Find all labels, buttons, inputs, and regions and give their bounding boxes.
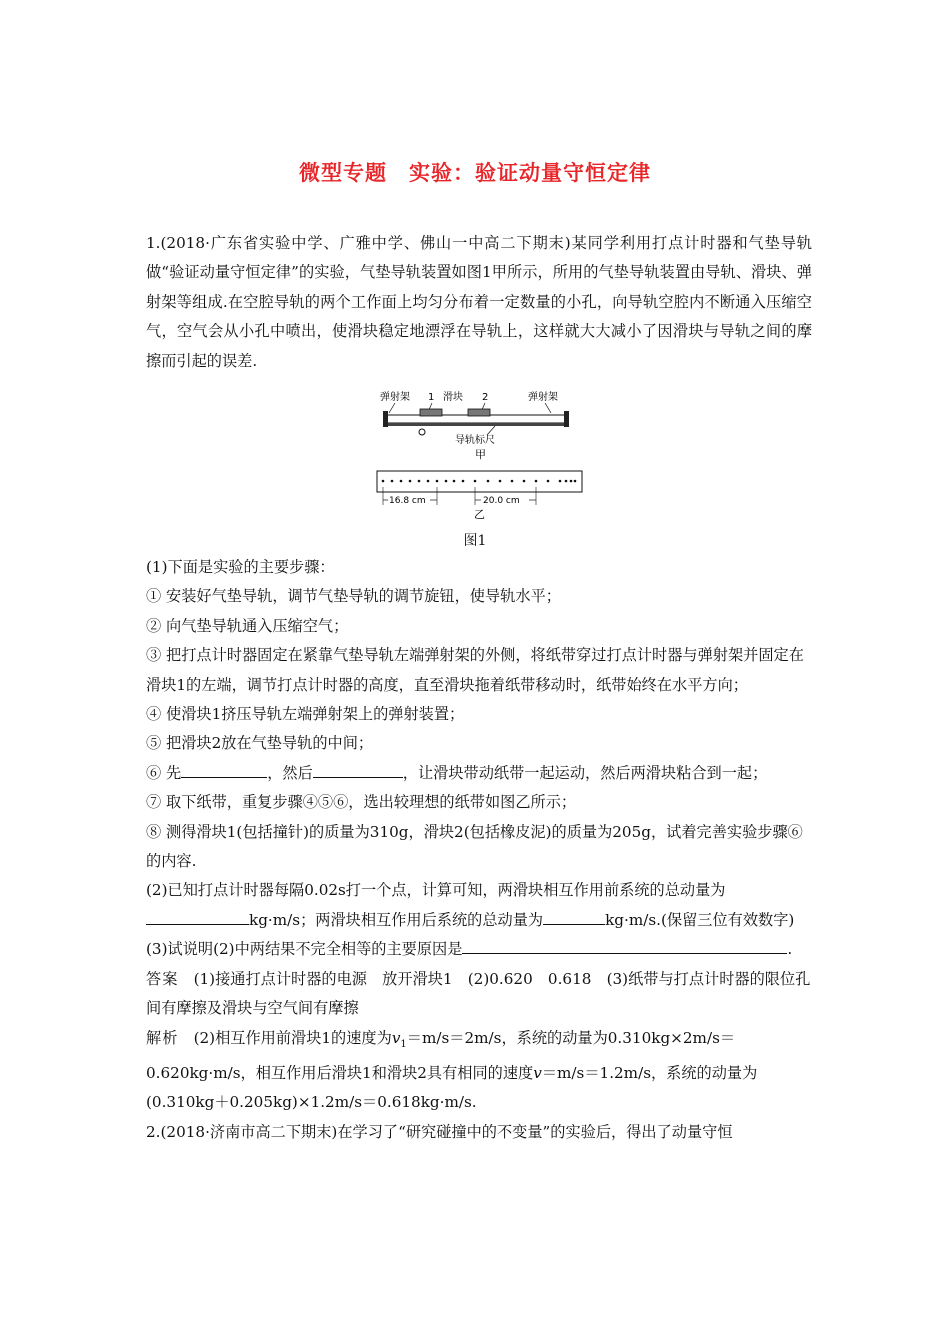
question-2-intro: 2.(2018·济南市高二下期末)在学习了“研究碰撞中的不变量”的实验后，得出了动量守恒 (146, 1122, 733, 1141)
figure-1 (375, 383, 585, 553)
slider-1 (420, 409, 442, 416)
leader-left (389, 403, 395, 413)
step-6 (146, 759, 812, 788)
figure-caption: 图1 (463, 533, 487, 549)
label-left-launcher: 弹射架 (380, 392, 410, 403)
label-slider-1: 1 (428, 392, 435, 403)
symbol-v1: v (391, 1028, 401, 1047)
analysis-label: 解析 (146, 1028, 179, 1047)
blank-reason[interactable] (462, 939, 787, 954)
step-6-part-a: ⑥ 先 (146, 763, 182, 782)
part-2-b: kg·m/s；两滑块相互作用后系统的总动量为 (249, 910, 544, 929)
analysis-text-3: ＝m/s＝1.2m/s，系统的动量为(0.310kg＋0.205kg)×1.2m/s＝0.618kg·m/s. (146, 1063, 758, 1112)
part-3-a: (3)试说明(2)中两结果不完全相等的主要原因是 (146, 940, 463, 959)
label-yi: 乙 (474, 508, 485, 521)
symbol-v: v (533, 1063, 542, 1082)
slider-2 (468, 409, 490, 416)
adjust-knob (419, 429, 425, 435)
right-launcher (564, 411, 569, 427)
step-2: ② 向气垫导轨通入压缩空气； (146, 616, 349, 635)
step-4: ④ 使滑块1挤压导轨左端弹射架上的弹射装置； (146, 705, 465, 724)
answer (146, 965, 812, 1024)
page-title: 微型专题 实验：验证动量守恒定律 (299, 161, 651, 185)
step-5: ⑤ 把滑块2放在气垫导轨的中间； (146, 734, 374, 753)
part-3-b: . (787, 940, 793, 959)
blank-step6-then[interactable] (313, 763, 403, 778)
step-6-part-b: ，然后 (267, 763, 313, 782)
part-2 (146, 876, 812, 935)
step-8: ⑧ 测得滑块1(包括撞针)的质量为310g，滑块2(包括橡皮泥)的质量为205g，试着完善实验步骤⑥的内容. (146, 822, 803, 871)
blank-step6-first[interactable] (181, 763, 267, 778)
dist-right: 20.0 cm (483, 496, 520, 506)
paper-tape (377, 471, 582, 492)
symbol-v1-sub: 1 (400, 1038, 407, 1050)
blank-momentum-before[interactable] (146, 910, 249, 925)
analysis-text-1: (2)相互作用前滑块1的速度为 (193, 1028, 392, 1047)
step-1: ① 安装好气垫导轨，调节气垫导轨的调节旋钮，使导轨水平； (146, 587, 561, 606)
analysis-text-2: ＝m/s＝2m/s，系统的动量为0.310kg×2m/s＝0.620kg·m/s，相互作用后滑块1和滑块2具有相同的速度 (146, 1028, 736, 1082)
step-6-part-c: ，让滑块带动纸带一起运动，然后两滑块粘合到一起； (402, 763, 768, 782)
label-slider: 滑块 (443, 392, 463, 403)
label-ruler: 导轨标尺 (455, 435, 495, 446)
dist-left: 16.8 cm (389, 496, 426, 506)
leader-ruler (487, 426, 495, 435)
step-7: ⑦ 取下纸带，重复步骤④⑤⑥，选出较理想的纸带如图乙所示； (146, 793, 577, 812)
answer-text: (1)接通打点计时器的电源 放开滑块1 (2)0.620 0.618 (3)纸带与打点计时器的限位孔间有摩擦及滑块与空气间有摩擦 (146, 969, 811, 1018)
question-1-intro (146, 229, 812, 376)
part-3 (146, 935, 812, 964)
step-3: ③ 把打点计时器固定在紧靠气垫导轨左端弹射架的外侧，将纸带穿过打点计时器与弹射架并固定在滑块1的左端，调节打点计时器的高度，直至滑块拖着纸带移动时，纸带始终在水平方向； (146, 646, 804, 694)
label-jia: 甲 (475, 448, 486, 461)
question-1-steps (146, 553, 812, 1147)
leader-right (545, 403, 551, 413)
answer-label: 答案 (146, 969, 179, 988)
question-1-text: 1.(2018·广东省实验中学、广雅中学、佛山一中高二下期末)某同学利用打点计时器和气垫导轨做“验证动量守恒定律”的实验，气垫导轨装置如图1甲所示，所用的气垫导轨装置由导轨、滑块、弹射架等组成.在空腔导轨的两个工作面上均匀分布着一定数量的小孔，向导轨空腔内不断通入压缩空气，空气会从小孔中喷出，使滑块稳定地漂浮在导轨上，这样就大大减小了因滑块与导轨之间的摩擦而引起的误差. (146, 234, 812, 370)
steps-heading: (1)下面是实验的主要步骤： (146, 558, 335, 576)
air-track-base (387, 423, 565, 426)
part-2-c: kg·m/s.(保留三位有效数字) (605, 910, 795, 929)
label-slider-2: 2 (482, 392, 489, 403)
blank-momentum-after[interactable] (543, 910, 605, 925)
left-launcher (383, 411, 388, 427)
label-right-launcher: 弹射架 (528, 392, 558, 403)
part-2-a: (2)已知打点计时器每隔0.02s打一个点，计算可知，两滑块相互作用前系统的总动量为 (146, 881, 726, 900)
analysis (146, 1024, 812, 1118)
